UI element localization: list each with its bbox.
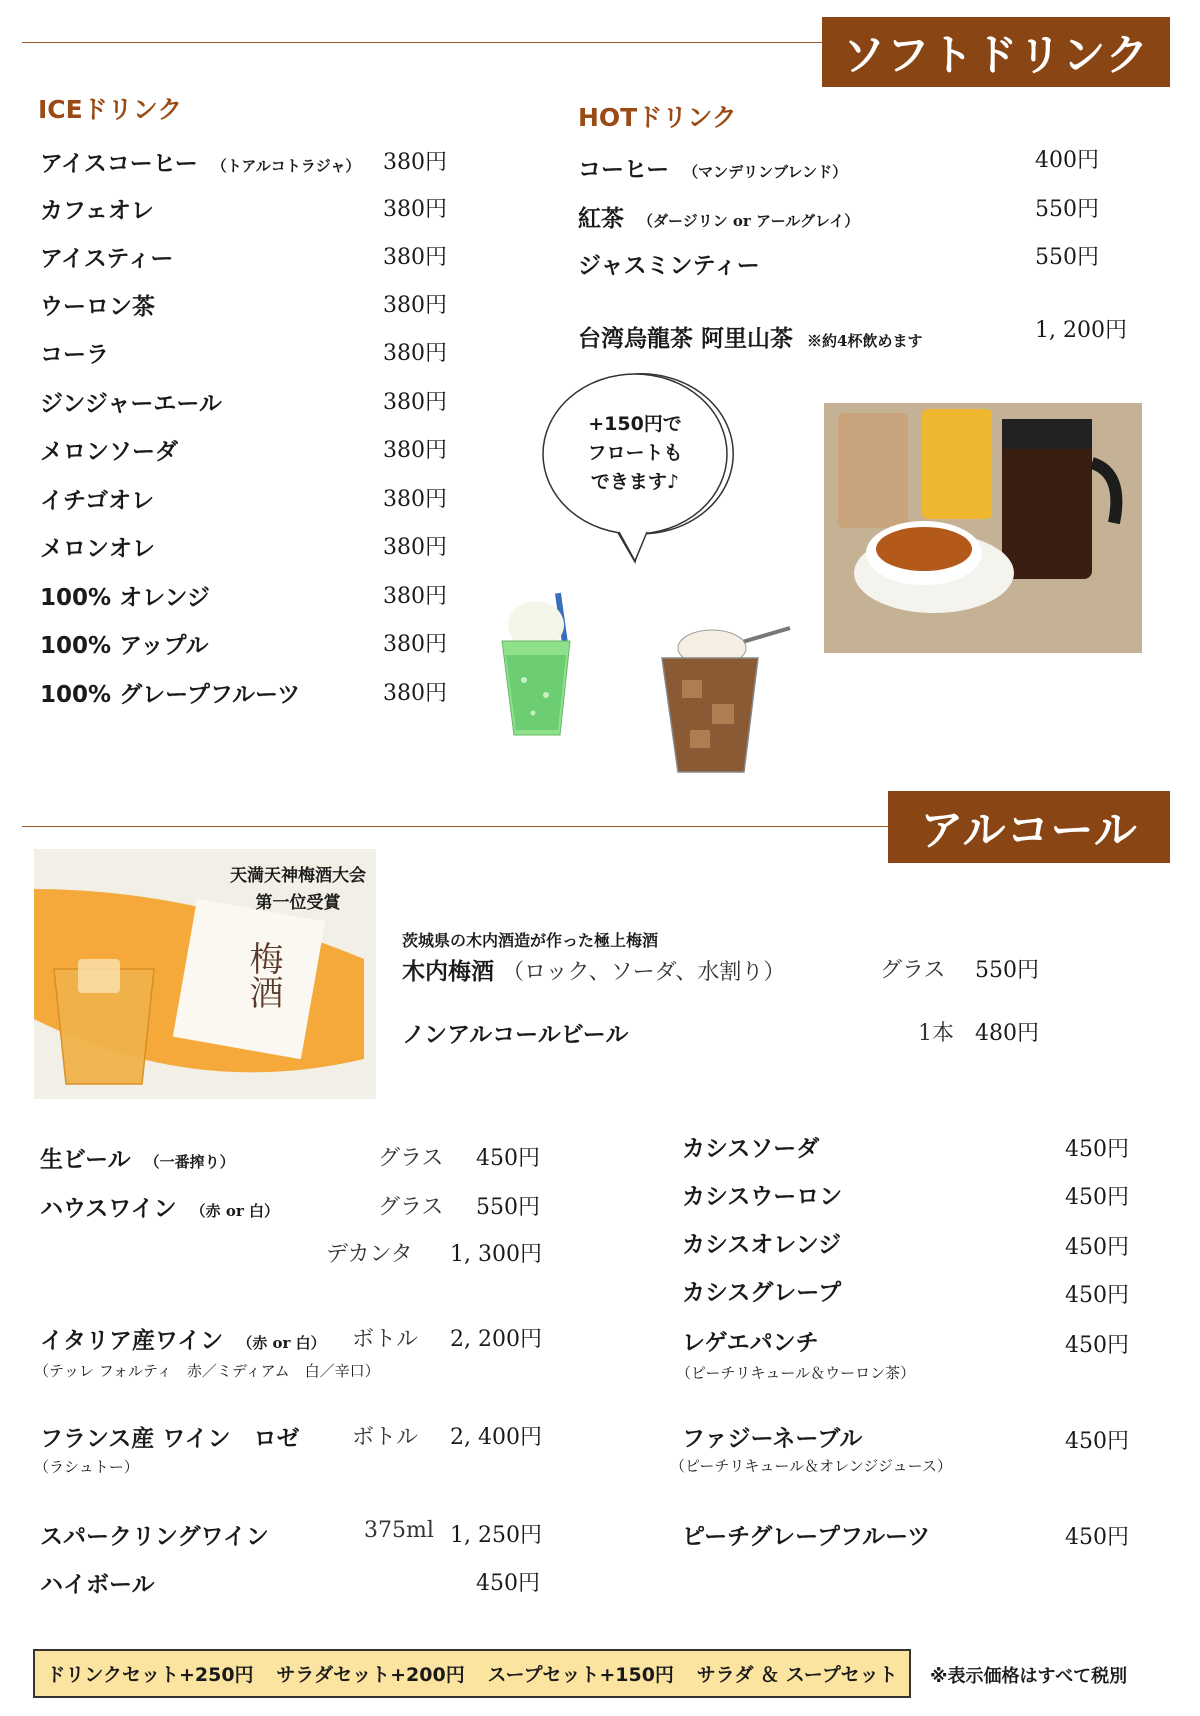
- item-price: 450円: [1065, 1525, 1129, 1550]
- item-name: アイスティー: [40, 246, 174, 272]
- menu-item: [40, 1518, 269, 1551]
- menu-item: [40, 1190, 279, 1223]
- item-price: 1, 200円: [1035, 318, 1127, 343]
- item-price: 380円: [383, 438, 447, 463]
- menu-item: [40, 192, 154, 225]
- item-price: 380円: [383, 390, 447, 415]
- ice-drink-heading: ICEドリンク: [38, 95, 183, 124]
- item-price: 550円: [975, 958, 1039, 983]
- item-name: フランス産 ワイン ロゼ: [40, 1426, 300, 1452]
- item-note: （赤 or 白）: [190, 1202, 279, 1220]
- item-name: カシスソーダ: [682, 1136, 820, 1162]
- item-price: 450円: [1065, 1333, 1129, 1358]
- item-price: 450円: [1065, 1429, 1129, 1454]
- item-price: 450円: [476, 1146, 540, 1171]
- menu-item: [40, 627, 209, 660]
- item-price: 380円: [383, 245, 447, 270]
- item-name: 木内梅酒: [402, 959, 494, 985]
- featured-caption: 茨城県の木内酒造が作った極上梅酒: [402, 931, 659, 950]
- item-note: （赤 or 白）: [237, 1334, 326, 1352]
- coffee-float-illustration: [640, 620, 810, 780]
- menu-item: [578, 151, 847, 184]
- menu-item: [402, 953, 785, 986]
- item-name: カシスグレープ: [682, 1280, 842, 1306]
- item-price: 1, 250円: [450, 1523, 542, 1548]
- item-price: 380円: [383, 632, 447, 657]
- item-unit: 375ml: [364, 1518, 434, 1543]
- item-unit: 1本: [918, 1021, 954, 1046]
- item-price: 380円: [383, 535, 447, 560]
- item-name: カシスオレンジ: [682, 1232, 842, 1258]
- item-name: 台湾烏龍茶 阿里山茶: [578, 326, 794, 352]
- alcohol-banner: アルコール: [888, 791, 1170, 863]
- tax-note: ※表示価格はすべて税別: [930, 1666, 1128, 1687]
- menu-item: [40, 240, 173, 273]
- item-name: イチゴオレ: [40, 488, 155, 514]
- set-option: スープセット+150円: [487, 1664, 674, 1686]
- item-unit: グラス: [378, 1146, 444, 1171]
- item-note: ※約4杯飲めます: [807, 332, 923, 350]
- set-option: ドリンクセット+250円: [46, 1664, 254, 1686]
- menu-item: [40, 482, 154, 515]
- item-name: カフェオレ: [40, 198, 154, 224]
- item-name: カシスウーロン: [682, 1184, 843, 1210]
- award-line: 第一位受賞: [255, 893, 341, 913]
- drinks-photo-art: [824, 403, 1142, 653]
- menu-item: [682, 1324, 819, 1357]
- menu-item: [40, 145, 360, 178]
- item-subnote: （ラシュトー）: [34, 1458, 139, 1476]
- menu-item: [40, 1420, 300, 1453]
- item-name: レゲエパンチ: [682, 1330, 819, 1356]
- menu-item: [682, 1178, 842, 1211]
- item-price: 380円: [383, 584, 447, 609]
- menu-item: [682, 1420, 862, 1453]
- menu-item: [578, 247, 760, 280]
- hot-drink-heading: HOTドリンク: [578, 103, 737, 132]
- menu-item: [682, 1518, 930, 1551]
- item-name: ファジーネーブル: [682, 1426, 863, 1452]
- item-price: 550円: [1035, 245, 1099, 270]
- menu-item: [682, 1226, 841, 1259]
- item-name: 100% オレンジ: [40, 585, 210, 611]
- item-price: 380円: [383, 197, 447, 222]
- item-price: 1, 300円: [450, 1242, 542, 1267]
- menu-item: [40, 676, 300, 709]
- menu-item: [578, 200, 859, 233]
- menu-item: [682, 1274, 841, 1307]
- float-note-line: +150円で: [588, 413, 682, 435]
- alcohol-section-rule: [22, 826, 892, 827]
- item-name: ウーロン茶: [40, 294, 155, 320]
- item-price: 380円: [383, 293, 447, 318]
- item-price: 400円: [1035, 148, 1099, 173]
- item-unit: ボトル: [352, 1327, 419, 1352]
- item-name: メロンオレ: [40, 536, 155, 562]
- float-note-line: フロートも: [587, 442, 683, 464]
- umeshu-photo: [34, 849, 376, 1099]
- item-unit: ボトル: [352, 1425, 419, 1450]
- item-name: 生ビール: [40, 1147, 131, 1173]
- item-note: （一番搾り）: [144, 1153, 235, 1171]
- menu-item: [40, 288, 155, 321]
- item-name: コーヒー: [578, 157, 670, 183]
- item-price: 450円: [1065, 1235, 1129, 1260]
- menu-item: [40, 579, 210, 612]
- menu-item: [40, 530, 155, 563]
- item-name: 紅茶: [578, 206, 624, 232]
- item-name: ジンジャーエール: [40, 391, 222, 417]
- item-note: （トアルコトラジャ）: [211, 157, 361, 175]
- item-note: （ロック、ソーダ、水割り）: [502, 960, 786, 985]
- item-price: 450円: [1065, 1185, 1129, 1210]
- item-price: 550円: [1035, 197, 1099, 222]
- item-price: 480円: [975, 1021, 1039, 1046]
- item-price: 380円: [383, 150, 447, 175]
- item-note: （マンデリンブレンド）: [683, 163, 848, 181]
- item-subnote: （テッレ フォルティ 赤／ミディアム 白／辛口）: [34, 1362, 380, 1380]
- menu-item: [578, 320, 922, 353]
- item-price: 2, 400円: [450, 1425, 542, 1450]
- set-option: サラダ ＆ スープセット: [696, 1664, 898, 1686]
- melon-soda-float-illustration: [488, 585, 608, 745]
- item-name: アイスコーヒー: [40, 151, 198, 177]
- item-name: ジャスミンティー: [578, 253, 760, 279]
- soft-section-rule: [22, 42, 822, 43]
- award-text: [230, 863, 366, 917]
- award-line: 天満天神梅酒大会: [230, 866, 366, 886]
- menu-item: [682, 1130, 819, 1163]
- item-name: ノンアルコールビール: [402, 1022, 629, 1048]
- item-unit: グラス: [378, 1195, 444, 1220]
- item-price: 380円: [383, 341, 447, 366]
- item-subnote: （ピーチリキュール＆オレンジジュース）: [670, 1457, 952, 1475]
- item-price: 380円: [383, 487, 447, 512]
- item-name: イタリア産ワイン: [40, 1328, 224, 1354]
- set-menu-bar: [33, 1649, 911, 1698]
- menu-item: [40, 1322, 326, 1355]
- item-name: ピーチグレープフルーツ: [682, 1524, 931, 1550]
- item-price: 450円: [1065, 1283, 1129, 1308]
- menu-item: [40, 1566, 155, 1599]
- item-unit: デカンタ: [326, 1242, 413, 1267]
- drinks-photo: [824, 403, 1142, 653]
- menu-item: [40, 433, 178, 466]
- item-name: コーラ: [40, 342, 109, 368]
- item-name: 100% アップル: [40, 633, 209, 659]
- item-name: 100% グレープフルーツ: [40, 682, 301, 708]
- item-price: 450円: [476, 1571, 540, 1596]
- item-name: スパークリングワイン: [40, 1524, 269, 1550]
- item-unit: グラス: [880, 958, 946, 983]
- item-price: 2, 200円: [450, 1327, 542, 1352]
- float-note-line: できます♪: [590, 471, 680, 493]
- menu-item: [40, 336, 109, 369]
- float-note: [535, 410, 735, 497]
- item-price: 450円: [1065, 1137, 1129, 1162]
- menu-item: [40, 1141, 235, 1174]
- item-price: 380円: [383, 681, 447, 706]
- item-note: （ダージリン or アールグレイ）: [638, 212, 860, 230]
- item-name: メロンソーダ: [40, 439, 178, 465]
- item-name: ハイボール: [40, 1572, 155, 1598]
- menu-item: [402, 1016, 628, 1049]
- item-name: ハウスワイン: [40, 1196, 177, 1222]
- menu-item: [40, 385, 222, 418]
- soft-drink-banner: ソフトドリンク: [822, 17, 1170, 87]
- bottle-label-text: 梅酒: [243, 941, 283, 1009]
- item-price: 550円: [476, 1195, 540, 1220]
- set-option: サラダセット+200円: [276, 1664, 465, 1686]
- item-subnote: （ピーチリキュール＆ウーロン茶）: [676, 1364, 916, 1382]
